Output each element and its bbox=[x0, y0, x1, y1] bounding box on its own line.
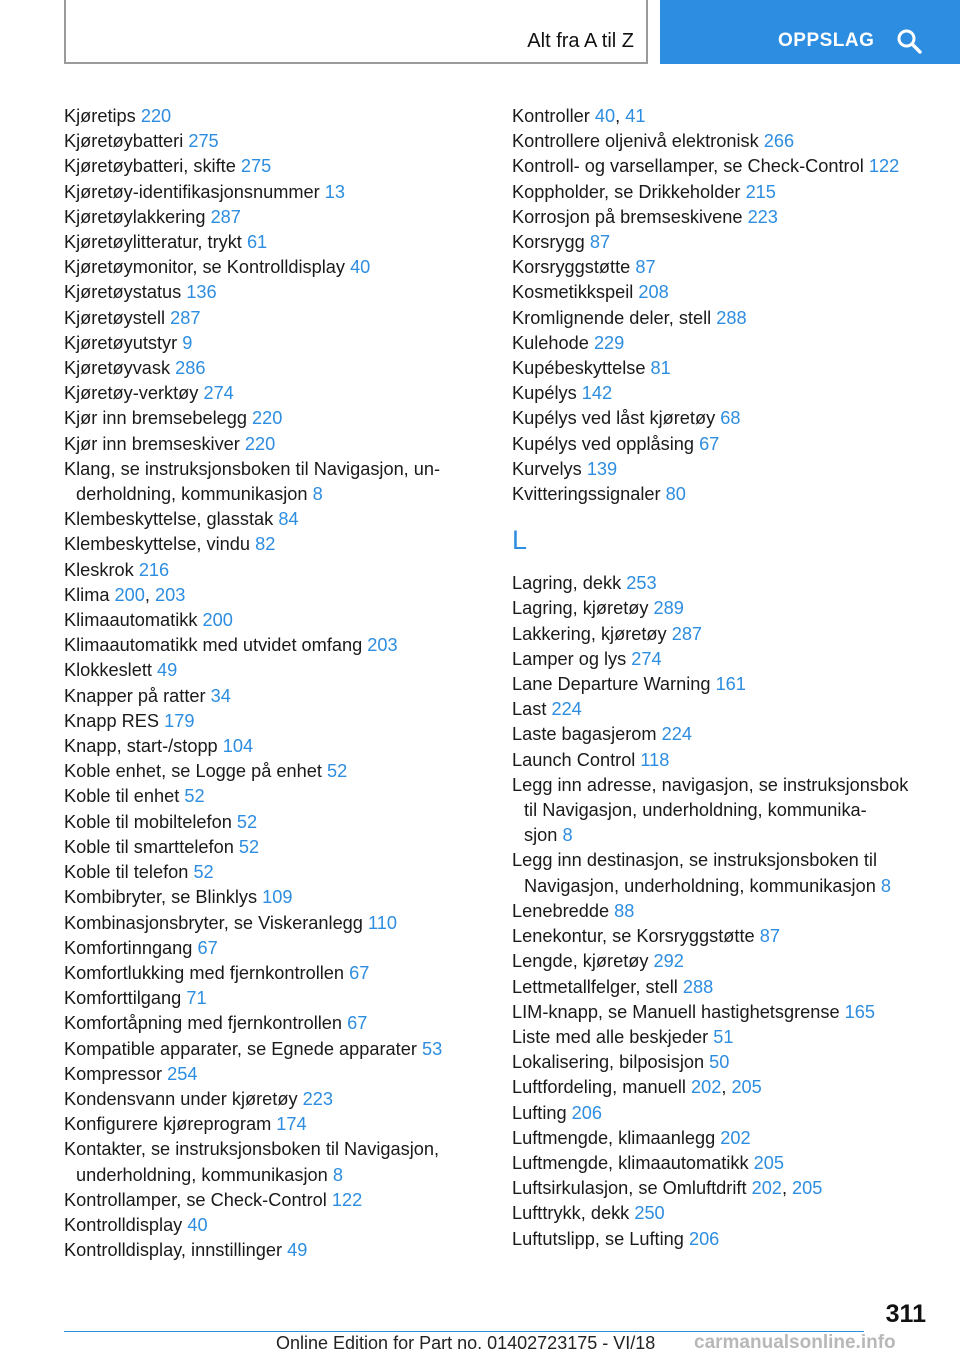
page-link[interactable]: 203 bbox=[367, 635, 398, 656]
index-entry bbox=[64, 507, 484, 532]
index-entry bbox=[64, 961, 484, 986]
entry-term: Kupébeskyttelse bbox=[512, 358, 646, 379]
entry-term: Lakkering, kjøretøy bbox=[512, 623, 667, 644]
page-link[interactable]: 287 bbox=[671, 623, 703, 644]
page-link[interactable]: 68 bbox=[720, 408, 741, 429]
page-link[interactable]: 87 bbox=[589, 232, 611, 253]
entry-term: Kromlignende deler, stell bbox=[512, 307, 712, 328]
page-link[interactable]: 122 bbox=[868, 156, 900, 177]
entry-continuation-text: derholdning, kommunikasjon bbox=[76, 484, 308, 505]
entry-term: Klimaautomatikk bbox=[64, 610, 198, 631]
entry-term: Lenebredde bbox=[512, 900, 610, 921]
index-entry bbox=[64, 306, 484, 331]
entry-term: Kjøretøybatteri bbox=[64, 131, 184, 152]
index-entry bbox=[64, 154, 484, 179]
index-entry bbox=[512, 924, 932, 949]
page-link[interactable]: 67 bbox=[699, 433, 720, 454]
index-entry bbox=[64, 1213, 484, 1238]
entry-term: Kjøretøyvask bbox=[64, 358, 171, 379]
page-link[interactable]: 142 bbox=[581, 383, 613, 404]
index-entry bbox=[64, 608, 484, 633]
lookup-tab[interactable] bbox=[660, 0, 960, 64]
page-number: 311 bbox=[885, 1300, 926, 1328]
page-link[interactable]: 8 bbox=[880, 875, 892, 896]
index-entry bbox=[64, 1037, 484, 1062]
entry-term: Kontakter, se instruksjonsboken til Navigasjon, bbox=[64, 1139, 440, 1160]
index-entry bbox=[512, 205, 932, 230]
index-entry bbox=[64, 1188, 484, 1213]
entry-term: Koble til smarttelefon bbox=[64, 836, 234, 857]
index-entry bbox=[512, 647, 932, 672]
entry-term: Kjør inn bremseskiver bbox=[64, 433, 240, 454]
entry-term: Kupélys ved opplåsing bbox=[512, 433, 694, 454]
index-entry bbox=[512, 482, 932, 507]
index-entry bbox=[512, 773, 932, 849]
page-link[interactable]: 174 bbox=[276, 1114, 307, 1135]
page-link[interactable]: 274 bbox=[631, 648, 662, 669]
entry-term: Koble enhet, se Logge på enhet bbox=[64, 761, 322, 782]
index-entry bbox=[64, 280, 484, 305]
index-entry bbox=[512, 1000, 932, 1025]
page-link[interactable]: 118 bbox=[640, 749, 670, 770]
page-link[interactable]: 206 bbox=[688, 1228, 720, 1249]
index-entry bbox=[64, 381, 484, 406]
entry-term: Kvitteringssignaler bbox=[512, 484, 661, 505]
index-entry bbox=[64, 230, 484, 255]
page-link[interactable]: 250 bbox=[634, 1203, 665, 1224]
page-link[interactable]: 8 bbox=[562, 825, 573, 846]
entry-continuation bbox=[64, 1163, 484, 1188]
entry-term: Last bbox=[512, 699, 547, 720]
entry-term: LIM-knapp, se Manuell hastighetsgrense bbox=[512, 1001, 840, 1022]
index-column-right bbox=[512, 104, 932, 1252]
entry-term: Lenekontur, se Korsryggstøtte bbox=[512, 926, 755, 947]
entry-term: Launch Control bbox=[512, 749, 636, 770]
entry-term: Kurvelys bbox=[512, 458, 582, 479]
index-entry bbox=[512, 571, 932, 596]
entry-continuation bbox=[64, 482, 484, 507]
index-entry bbox=[64, 986, 484, 1011]
entry-term: Kontroller bbox=[512, 106, 590, 126]
page-link[interactable]: 52 bbox=[236, 811, 258, 832]
page-link[interactable]: 87 bbox=[635, 257, 656, 278]
index-entry bbox=[512, 949, 932, 974]
lookup-tab-label: OPPSLAG bbox=[778, 30, 875, 51]
entry-term: Knapper på ratter bbox=[64, 685, 206, 706]
entry-term: Klembeskyttelse, glasstak bbox=[64, 509, 274, 530]
page-link[interactable]: 52 bbox=[184, 786, 205, 807]
index-entry bbox=[512, 230, 932, 255]
page-link[interactable]: 288 bbox=[682, 976, 714, 997]
entry-term: Kombibryter, se Blinklys bbox=[64, 887, 258, 908]
page-link[interactable]: 13 bbox=[324, 181, 346, 202]
section-title: Alt fra A til Z bbox=[527, 30, 634, 52]
index-entry bbox=[64, 457, 484, 507]
index-entry bbox=[512, 356, 932, 381]
page-link[interactable]: 275 bbox=[240, 156, 272, 177]
entry-term: Komforttilgang bbox=[64, 988, 182, 1009]
index-entry bbox=[64, 810, 484, 835]
page-link[interactable]: 8 bbox=[332, 1164, 343, 1185]
entry-term: Komfortinngang bbox=[64, 937, 193, 958]
page-link[interactable]: 165 bbox=[844, 1001, 875, 1022]
entry-term: Lagring, dekk bbox=[512, 573, 622, 594]
entry-term: Lengde, kjøretøy bbox=[512, 951, 649, 972]
entry-term: Luftfordeling, manuell bbox=[512, 1077, 686, 1098]
entry-term: Korrosjon på bremseskivene bbox=[512, 206, 743, 227]
entry-term: Lufting bbox=[512, 1102, 567, 1123]
entry-continuation bbox=[512, 798, 932, 823]
entry-term: Kjøretøybatteri, skifte bbox=[64, 156, 236, 177]
page-link[interactable]: 67 bbox=[347, 1013, 368, 1034]
page-link[interactable]: 202 bbox=[751, 1178, 782, 1199]
page-link[interactable]: 52 bbox=[193, 862, 214, 883]
page-link[interactable]: 274 bbox=[203, 383, 234, 404]
index-entry bbox=[512, 306, 932, 331]
index-entry bbox=[512, 1025, 932, 1050]
page-link[interactable]: 223 bbox=[302, 1088, 333, 1109]
page-link[interactable]: 87 bbox=[759, 926, 780, 947]
index-group-l bbox=[512, 571, 932, 1251]
page-link[interactable]: 61 bbox=[246, 232, 268, 253]
page-link[interactable]: 292 bbox=[653, 951, 684, 972]
index-entry bbox=[64, 129, 484, 154]
page-link[interactable]: 229 bbox=[593, 332, 625, 353]
page-link[interactable]: 40 bbox=[350, 257, 371, 278]
page-link[interactable]: 67 bbox=[197, 937, 218, 958]
page-link[interactable]: 71 bbox=[186, 988, 207, 1009]
entry-term: Klimaautomatikk med utvidet omfang bbox=[64, 635, 363, 656]
entry-term: Kjøretøyutstyr bbox=[64, 332, 178, 353]
page-link[interactable]: 179 bbox=[164, 710, 195, 731]
page-link[interactable]: 136 bbox=[186, 282, 217, 303]
index-entry bbox=[512, 255, 932, 280]
entry-term: Lettmetallfelger, stell bbox=[512, 976, 678, 997]
entry-term: Klembeskyttelse, vindu bbox=[64, 534, 251, 555]
index-entry bbox=[64, 1062, 484, 1087]
index-entry bbox=[64, 734, 484, 759]
search-icon[interactable] bbox=[896, 28, 922, 54]
index-entry bbox=[64, 709, 484, 734]
page-link[interactable]: 206 bbox=[571, 1102, 603, 1123]
entry-term: Luftmengde, klimaanlegg bbox=[512, 1127, 716, 1148]
entry-term: Kjøretøylakkering bbox=[64, 206, 206, 227]
page-link[interactable]: 224 bbox=[661, 724, 692, 745]
index-entry bbox=[64, 205, 484, 230]
page-link[interactable]: 109 bbox=[262, 887, 293, 908]
index-entry bbox=[512, 280, 932, 305]
page-link[interactable]: 223 bbox=[747, 206, 778, 227]
entry-term: Luftmengde, klimaautomatikk bbox=[512, 1152, 749, 1173]
page-link[interactable]: 287 bbox=[170, 307, 201, 328]
index-entry bbox=[512, 406, 932, 431]
index-entry bbox=[512, 1151, 932, 1176]
index-column-left bbox=[64, 104, 484, 1263]
edition-footer: Online Edition for Part no. 01402723175 - VI/18 bbox=[276, 1333, 656, 1353]
page-link[interactable]: 8 bbox=[312, 484, 323, 505]
index-entry bbox=[512, 129, 932, 154]
page-link[interactable]: 286 bbox=[175, 358, 206, 379]
page-link[interactable]: 9 bbox=[182, 332, 193, 353]
page-link[interactable]: 49 bbox=[157, 660, 178, 681]
entry-term: Liste med alle beskjeder bbox=[512, 1026, 709, 1047]
page-link[interactable]: 52 bbox=[326, 761, 348, 782]
entry-term: Kompatible apparater, se Egnede apparater bbox=[64, 1038, 417, 1059]
page-link[interactable]: 200 bbox=[202, 610, 233, 631]
page-link[interactable]: 266 bbox=[763, 131, 795, 152]
entry-term: Kulehode bbox=[512, 332, 589, 353]
entry-term: Kjøretips bbox=[64, 106, 136, 126]
page-link[interactable]: 53 bbox=[421, 1038, 443, 1059]
page-link[interactable]: 88 bbox=[614, 900, 635, 921]
index-group-k bbox=[512, 104, 932, 507]
index-entry bbox=[64, 1112, 484, 1137]
page-link[interactable]: 203 bbox=[155, 584, 186, 605]
entry-term: Kupélys bbox=[512, 383, 577, 404]
index-entry bbox=[64, 331, 484, 356]
index-entry bbox=[64, 104, 484, 129]
page-link[interactable]: 40 bbox=[187, 1214, 208, 1235]
entry-term: Kontrolldisplay, innstillinger bbox=[64, 1240, 283, 1261]
page-link[interactable]: 49 bbox=[287, 1240, 308, 1261]
watermark: carmanualsonline.info bbox=[694, 1332, 896, 1353]
page-link[interactable]: 84 bbox=[278, 509, 299, 530]
index-entry bbox=[512, 1101, 932, 1126]
page-link[interactable]: 220 bbox=[140, 106, 172, 126]
entry-term: Korsryggstøtte bbox=[512, 257, 631, 278]
index-entry bbox=[64, 1238, 484, 1263]
entry-term: Lokalisering, bilposisjon bbox=[512, 1052, 705, 1073]
page-link[interactable]: 215 bbox=[745, 181, 776, 202]
index-entry bbox=[512, 596, 932, 621]
page-link[interactable]: 205 bbox=[753, 1152, 784, 1173]
index-entry bbox=[64, 532, 484, 557]
entry-term: Kjøretøymonitor, se Kontrolldisplay bbox=[64, 257, 345, 278]
index-entry bbox=[64, 835, 484, 860]
page-link[interactable]: 51 bbox=[713, 1026, 734, 1047]
entry-term: Koble til mobiltelefon bbox=[64, 811, 232, 832]
index-entry bbox=[512, 848, 932, 898]
index-entry bbox=[512, 722, 932, 747]
index-entry bbox=[64, 885, 484, 910]
page-link[interactable]: 220 bbox=[244, 433, 276, 454]
page-link[interactable]: 139 bbox=[586, 458, 618, 479]
page-link[interactable]: 208 bbox=[638, 282, 669, 303]
entry-term: Kjør inn bremsebelegg bbox=[64, 408, 247, 429]
index-entry bbox=[512, 180, 932, 205]
entry-term: Lamper og lys bbox=[512, 648, 627, 669]
index-entry bbox=[512, 1126, 932, 1151]
page-link[interactable]: 253 bbox=[626, 573, 657, 594]
index-entry bbox=[64, 180, 484, 205]
entry-term: Koble til enhet bbox=[64, 786, 180, 807]
entry-term: Korsrygg bbox=[512, 232, 585, 253]
index-entry bbox=[64, 558, 484, 583]
index-entry bbox=[64, 784, 484, 809]
entry-term: Kleskrok bbox=[64, 559, 134, 580]
entry-term: Knapp RES bbox=[64, 710, 160, 731]
entry-term: Klima bbox=[64, 584, 110, 605]
page-link[interactable]: 224 bbox=[551, 699, 582, 720]
index-entry bbox=[512, 331, 932, 356]
page-link[interactable]: 254 bbox=[167, 1063, 198, 1084]
page-link[interactable]: 40 bbox=[594, 106, 616, 126]
index-entry bbox=[64, 356, 484, 381]
entry-term: Lufttrykk, dekk bbox=[512, 1203, 630, 1224]
index-entry bbox=[64, 255, 484, 280]
index-entry bbox=[64, 911, 484, 936]
entry-continuation-text: underholdning, kommunikasjon bbox=[76, 1164, 328, 1185]
index-entry bbox=[512, 1050, 932, 1075]
entry-term: Kjøretøystell bbox=[64, 307, 166, 328]
entry-continuation bbox=[512, 823, 932, 848]
index-entry bbox=[512, 154, 932, 179]
index-entry: Luftsirkulasjon, se Omluftdrift 202, 205 bbox=[512, 1178, 823, 1199]
page-link[interactable]: 161 bbox=[715, 674, 746, 695]
entry-term: Konfigurere kjøreprogram bbox=[64, 1114, 272, 1135]
page-link[interactable]: 34 bbox=[210, 685, 231, 706]
index-entry bbox=[64, 432, 484, 457]
index-entry bbox=[512, 697, 932, 722]
entry-term: Kontrollere oljenivå elektronisk bbox=[512, 131, 759, 152]
entry-term: Komfortåpning med fjernkontrollen bbox=[64, 1013, 343, 1034]
index-entry bbox=[512, 899, 932, 924]
entry-term: Kupélys ved låst kjøretøy bbox=[512, 408, 716, 429]
page-link[interactable]: 41 bbox=[625, 106, 646, 126]
page-link[interactable]: 275 bbox=[188, 131, 219, 152]
entry-term: Laste bagasjerom bbox=[512, 724, 657, 745]
page-link[interactable]: 52 bbox=[238, 836, 260, 857]
index-entry bbox=[64, 406, 484, 431]
entry-continuation-text: Navigasjon, underholdning, kommunikasjon bbox=[524, 875, 876, 896]
entry-term: Luftsirkulasjon, se Omluftdrift bbox=[512, 1178, 747, 1199]
page-link[interactable]: 205 bbox=[792, 1178, 823, 1199]
index-entry bbox=[64, 860, 484, 885]
entry-term: Kosmetikkspeil bbox=[512, 282, 634, 303]
index-entry bbox=[64, 936, 484, 961]
index-entry bbox=[512, 748, 932, 773]
page-link[interactable]: 287 bbox=[210, 206, 241, 227]
index-entry: Kontroller 40, 41 bbox=[512, 106, 646, 126]
entry-term: Kontrolldisplay bbox=[64, 1214, 183, 1235]
index-entry bbox=[512, 975, 932, 1000]
page-link[interactable]: 288 bbox=[716, 307, 747, 328]
page-link[interactable]: 289 bbox=[653, 598, 684, 619]
entry-term: Kjøretøy-identifikasjonsnummer bbox=[64, 181, 320, 202]
index-entry bbox=[64, 1137, 484, 1187]
index-entry bbox=[64, 684, 484, 709]
entry-term: Klokkeslett bbox=[64, 660, 152, 681]
entry-term: Kontroll- og varsellamper, se Check-Control bbox=[512, 156, 864, 177]
index-entry bbox=[512, 432, 932, 457]
index-entry bbox=[64, 759, 484, 784]
page-link[interactable]: 67 bbox=[349, 962, 370, 983]
page-link[interactable]: 104 bbox=[222, 736, 254, 757]
index-entry bbox=[512, 381, 932, 406]
entry-term: Kompressor bbox=[64, 1063, 163, 1084]
entry-continuation-text: til Navigasjon, underholdning, kommunika- bbox=[524, 800, 867, 821]
index-entry bbox=[64, 1011, 484, 1036]
entry-term: Komfortlukking med fjernkontrollen bbox=[64, 962, 345, 983]
entry-term: Legg inn adresse, navigasjon, se instruksjonsbok bbox=[512, 774, 909, 795]
page-link[interactable]: 202 bbox=[690, 1077, 722, 1098]
page-link[interactable]: 50 bbox=[709, 1052, 730, 1073]
entry-term: Lagring, kjøretøy bbox=[512, 598, 649, 619]
index-entry bbox=[512, 622, 932, 647]
page-link[interactable]: 82 bbox=[255, 534, 276, 555]
section-header bbox=[64, 0, 648, 64]
entry-term: Kjøretøystatus bbox=[64, 282, 182, 303]
page-link[interactable]: 216 bbox=[138, 559, 170, 580]
entry-term: Kontrollamper, se Check-Control bbox=[64, 1189, 327, 1210]
entry-term: Koppholder, se Drikkeholder bbox=[512, 181, 741, 202]
entry-term: Kondensvann under kjøretøy bbox=[64, 1088, 298, 1109]
page-link[interactable]: 80 bbox=[665, 484, 686, 505]
entry-term: Lane Departure Warning bbox=[512, 674, 711, 695]
section-letter: L bbox=[512, 525, 528, 556]
page-link[interactable]: 202 bbox=[720, 1127, 751, 1148]
index-entry bbox=[64, 633, 484, 658]
entry-term: Kjøretøy-verktøy bbox=[64, 383, 199, 404]
page-link[interactable]: 205 bbox=[731, 1077, 762, 1098]
page-link[interactable]: 200 bbox=[114, 584, 145, 605]
page-link[interactable]: 122 bbox=[331, 1189, 363, 1210]
entry-term: Legg inn destinasjon, se instruksjonsboken til bbox=[512, 850, 877, 871]
index-entry bbox=[64, 1087, 484, 1112]
entry-term: Klang, se instruksjonsboken til Navigasjon, un- bbox=[64, 458, 441, 479]
index-entry bbox=[64, 658, 484, 683]
entry-term: Kjøretøylitteratur, trykt bbox=[64, 232, 242, 253]
index-entry bbox=[512, 672, 932, 697]
entry-term: Knapp, start-/stopp bbox=[64, 736, 218, 757]
index-entry bbox=[512, 457, 932, 482]
entry-term: Luftutslipp, se Lufting bbox=[512, 1228, 684, 1249]
page-link[interactable]: 110 bbox=[367, 912, 397, 933]
index-entry bbox=[512, 1201, 932, 1226]
index-entry: Klima 200, 203 bbox=[64, 584, 186, 605]
page-link[interactable]: 81 bbox=[650, 358, 671, 379]
index-entry: Luftfordeling, manuell 202, 205 bbox=[512, 1077, 762, 1098]
entry-term: Kombinasjonsbryter, se Viskeranlegg bbox=[64, 912, 363, 933]
index-entry bbox=[512, 1227, 932, 1252]
page-link[interactable]: 220 bbox=[252, 408, 283, 429]
entry-continuation-text: sjon bbox=[524, 825, 558, 846]
entry-term: Koble til telefon bbox=[64, 862, 189, 883]
entry-continuation bbox=[512, 874, 932, 899]
